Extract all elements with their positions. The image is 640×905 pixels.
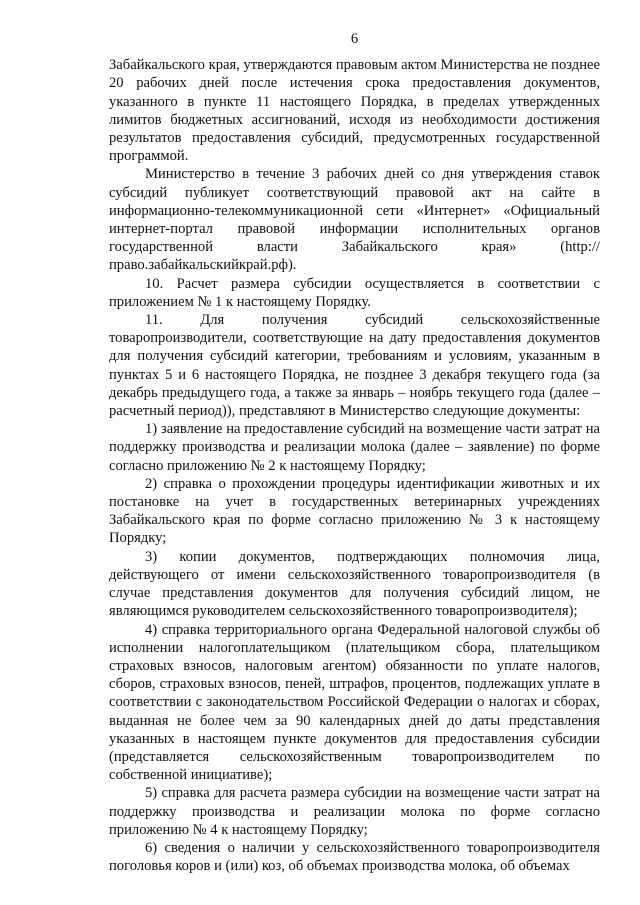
page-number: 6	[350, 31, 359, 47]
list-item-1: 1) заявление на предоставление субсидий на возмещение части затрат на поддержку производства и реализации молока (далее – заявление) по форме согласно приложению № 2 к настоящему Порядку;	[109, 421, 600, 474]
paragraph-continuation: Забайкальского края, утверждаются правовым актом Министерства не позднее 20 рабочих дней после истечения срока предоставления документов, указанного в пункте 11 настоящего Порядка, в пределах утвержденных лимитов бюджетных ассигнований, исходя из необходимости достижения результатов предоставления субсидий, предусмотренных государственной программой.	[109, 57, 600, 165]
document-page	[109, 30, 600, 875]
list-item-5: 5) справка для расчета размера субсидии на возмещение части затрат на поддержку производства и реализации молока по форме согласно приложению № 4 к настоящему Порядку;	[109, 785, 600, 838]
list-item-6: 6) сведения о наличии у сельскохозяйственного товаропроизводителя поголовья коров и (или) коз, об объемах производства молока, об объемах	[109, 839, 600, 875]
list-item-2: 2) справка о прохождении процедуры идентификации животных и их постановке на учет в государственных ветеринарных учреждениях Забайкальского края по форме согласно приложению № 3 к настоящему Порядку;	[109, 475, 600, 547]
paragraph-item-10: 10. Расчет размера субсидии осуществляется в соответствии с приложением № 1 к настоящему Порядку.	[109, 275, 600, 310]
list-item-4: 4) справка территориального органа Федеральной налоговой службы об исполнении налогоплательщиком (плательщиком сбора, плательщиком страховых взносов, налоговым агентом) обязанности по уплате налогов, сборов, страховых взносов, пеней, штрафов, процентов, подлежащих уплате в соответствии с законодательством Российской Федерации о налогах и сборах, выданная не более чем за 90 календарных дней до даты представления указанных в настоящем пункте документов для предоставления субсидии (представляется сельскохозяйственным товаропроизводителем по собственной инициативе);	[109, 621, 600, 784]
list-item-3: 3) копии документов, подтверждающих полномочия лица, действующего от имени сельскохозяйственного товаропроизводителя (в случае представления документов для получения субсидий лицом, не являющимся руководителем сельскохозяйственного товаропроизводителя);	[109, 548, 600, 620]
paragraph-item-11: 11. Для получения субсидий сельскохозяйственные товаропроизводители, соответствующие на дату предоставления документов для получения субсидий категории, требованиям и условиям, указанным в пунктах 5 и 6 настоящего Порядка, не позднее 3 декабря текущего года (за декабрь предыдущего года, а также за январь – ноябрь текущего года (далее – расчетный период)), представляют в Министерство следующие документы:	[109, 312, 600, 420]
paragraph-ministry-publication: Министерство в течение 3 рабочих дней со дня утверждения ставок субсидий публикует соответствующий правовой акт на сайте в информационно-телекоммуникационной сети «Интернет» «Официальный интернет-портал правовой информации исполнительных органов государственной власти Забайкальского края» (http://право.забайкальскийкрай.рф).	[109, 166, 600, 274]
